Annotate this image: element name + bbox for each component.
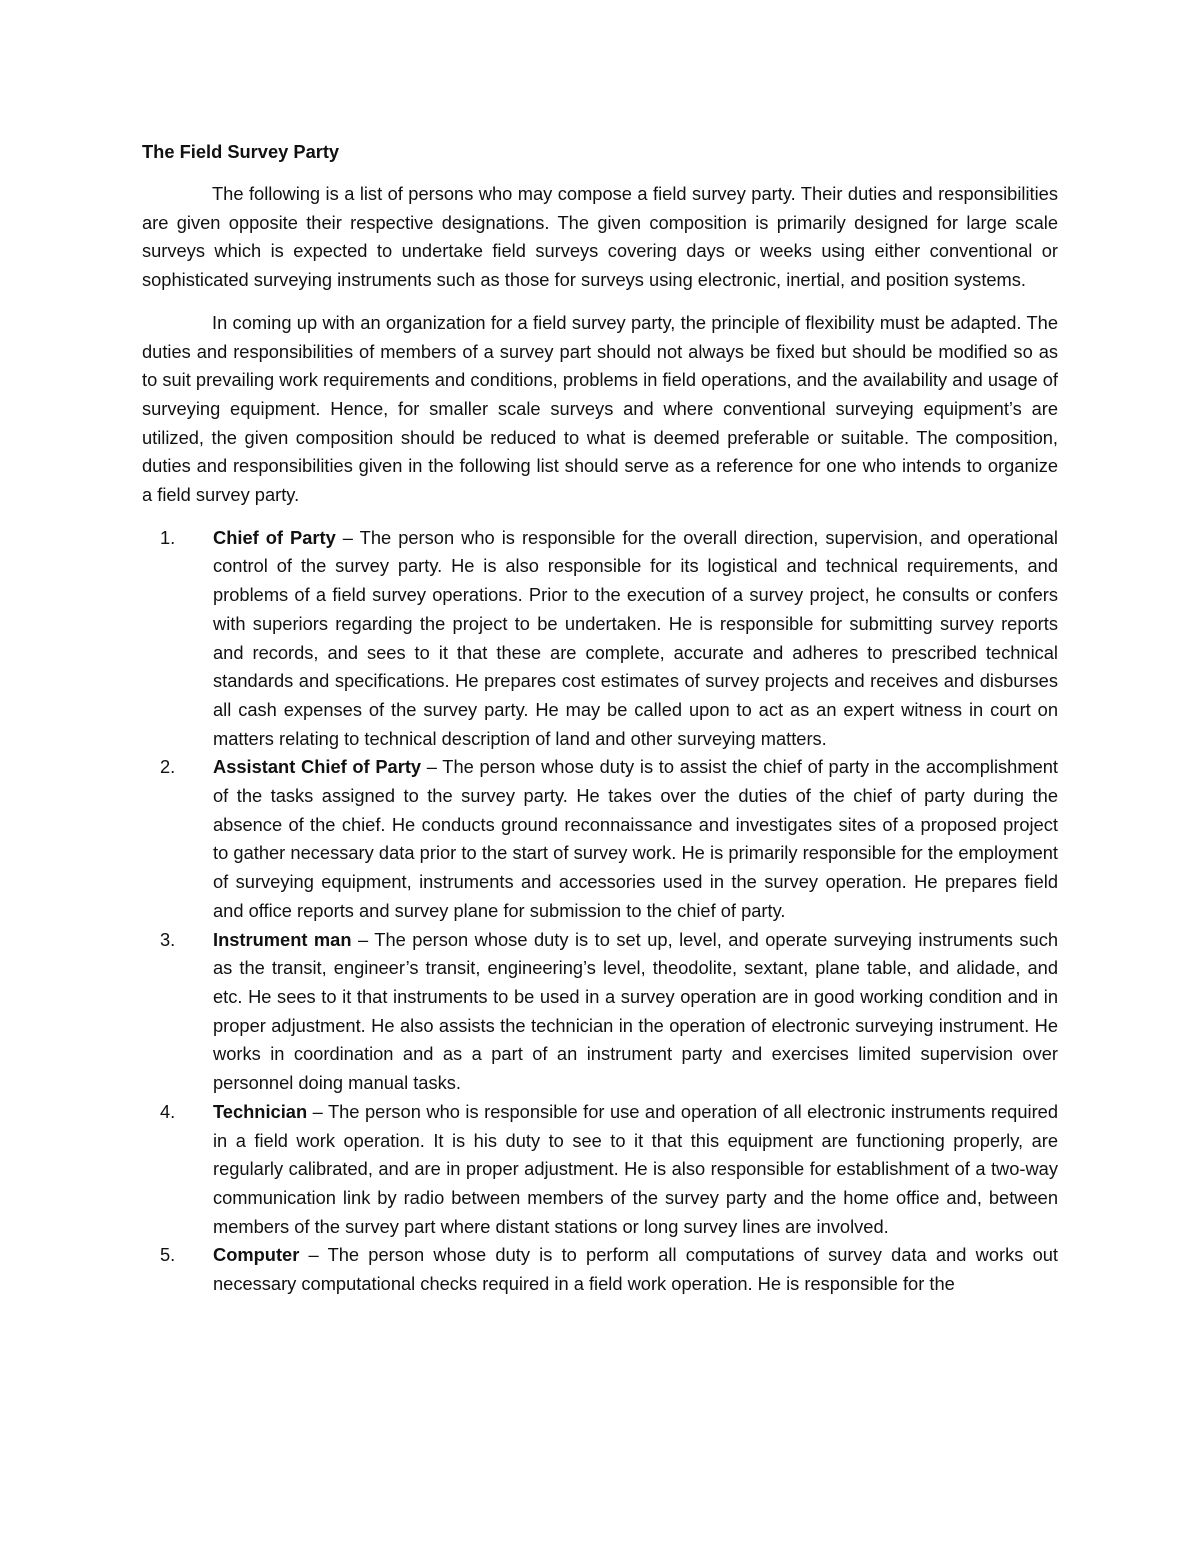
list-item-term: Computer — [213, 1244, 300, 1266]
list-item-text: – The person whose duty is to set up, level, and operate surveying instruments such as the transit, engineer’s transit, engineering’s level, theodolite, sextant, plane table, and alidade, and etc. He sees to it that instruments to be used in a survey operation are in good working condition and in proper adjustment. He also assists the technician in the operation of electronic surveying instrument. He works in coordination and as a part of an instrument party and exercises limited supervision over personnel doing manual tasks. — [213, 928, 1058, 1094]
intro-paragraph: The following is a list of persons who may compose a field survey party. Their duties and responsibilities are given opposite their respective designations. The given composition is primarily designed for large scale surveys which is expected to undertake field surveys covering days or weeks using either conventional or sophisticated surveying instruments such as those for surveys using electronic, inertial, and position systems. — [142, 183, 1058, 291]
list-item-technician — [142, 1098, 1058, 1242]
list-item-term: Technician — [213, 1100, 308, 1122]
list-item-computer — [142, 1241, 1058, 1298]
document-page — [142, 138, 1058, 1299]
list-item-number: 2. — [160, 756, 176, 778]
organization-paragraph: In coming up with an organization for a field survey party, the principle of flexibility must be adapted. The duties and responsibilities of members of a survey part should not always be fixed but should be modified so as to suit prevailing work requirements and conditions, problems in field operations, and the availability and usage of surveying equipment. Hence, for smaller scale surveys and where conventional surveying equipment’s are utilized, the given composition should be reduced to what is deemed preferable or suitable. The composition, duties and responsibilities given in the following list should serve as a reference for one who intends to organize a field survey party. — [142, 311, 1058, 506]
list-item-term: Assistant Chief of Party — [213, 756, 422, 778]
list-item-number: 1. — [160, 526, 176, 548]
list-item-number: 3. — [160, 928, 176, 950]
list-item-text: – The person who is responsible for the overall direction, supervision, and operational control of the survey party. He is also responsible for its logistical and technical requirements, and problems of a field survey operations. Prior to the execution of a survey project, he consults or confers with superiors regarding the project to be undertaken. He is responsible for submitting survey reports and records, and sees to it that these are complete, accurate and adheres to prescribed technical standards and specifications. He prepares cost estimates of survey projects and receives and disburses all cash expenses of the survey party. He may be called upon to act as an expert witness in court on matters relating to technical description of land and other surveying matters. — [213, 526, 1058, 749]
list-item-term: Chief of Party — [213, 526, 336, 548]
list-item-assistant-chief-of-party — [142, 753, 1058, 925]
list-item-chief-of-party — [142, 524, 1058, 754]
list-item-number: 4. — [160, 1100, 176, 1122]
list-item-text: – The person who is responsible for use and operation of all electronic instruments required in a field work operation. It is his duty to see to it that this equipment are functioning properly, are regularly calibrated, and are in proper adjustment. He is also responsible for establishment of a two-way communication link by radio between members of the survey party and the home office and, between members of the survey part where distant stations or long survey lines are involved. — [213, 1100, 1058, 1237]
list-item-text: – The person whose duty is to perform all computations of survey data and works out necessary computational checks required in a field work operation. He is responsible for the — [213, 1244, 1058, 1295]
list-item-text: – The person whose duty is to assist the chief of party in the accomplishment of the tasks assigned to the survey party. He takes over the duties of the chief of party during the absence of the chief. He conducts ground reconnaissance and investigates sites of a proposed project to gather necessary data prior to the start of survey work. He is primarily responsible for the employment of surveying equipment, instruments and accessories used in the survey operation. He prepares field and office reports and survey plane for submission to the chief of party. — [213, 756, 1058, 921]
survey-party-roles-list — [142, 524, 1058, 1299]
list-item-number: 5. — [160, 1244, 176, 1266]
list-item-instrument-man — [142, 926, 1058, 1098]
page-title: The Field Survey Party — [142, 141, 340, 162]
list-item-term: Instrument man — [213, 928, 352, 950]
